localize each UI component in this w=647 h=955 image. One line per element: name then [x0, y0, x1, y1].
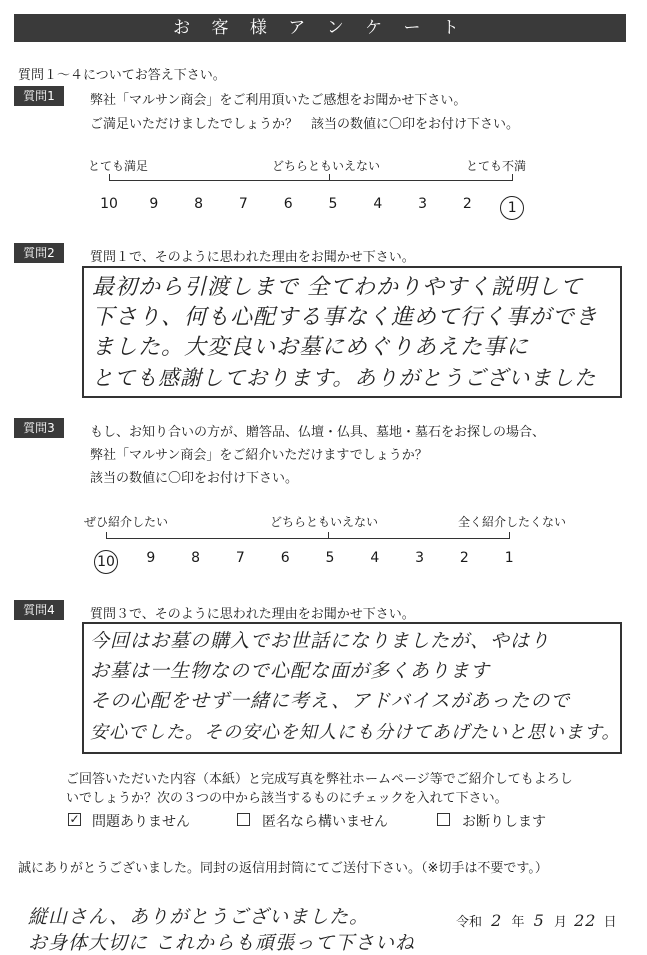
question-1-text-line1: 弊社「マルサン商会」をご利用頂いたご感想をお聞かせ下さい。 [90, 93, 467, 108]
q4-answer-line: その心配をせず一緒に考え、アドバイスがあったので [90, 690, 571, 712]
survey-title: お 客 様 ア ン ケ ー ト [14, 14, 626, 42]
q1-scale-number[interactable]: 10 [100, 196, 118, 212]
consent-checkbox-decline[interactable] [437, 813, 450, 826]
consent-checkbox-anonymous[interactable] [237, 813, 250, 826]
q1-scale-left-label: とても満足 [88, 159, 149, 173]
question-3-label: 質問3 [14, 418, 64, 438]
q2-answer-line: とても感謝しております。ありがとうございました [92, 366, 597, 390]
q3-scale-number[interactable]: 5 [325, 550, 335, 566]
q3-scale-left-label: ぜひ紹介したい [84, 515, 169, 529]
question-4-label: 質問4 [14, 600, 64, 620]
consent-option-label: 匿名なら構いません [262, 814, 388, 830]
date-day-unit: 日 [603, 915, 617, 930]
question-1-text-line2: ご満足いただけましたでしょうか？ 該当の数値に〇印をお付け下さい。 [90, 117, 520, 132]
date-day: 22 [574, 911, 597, 930]
q3-scale-number[interactable]: 6 [280, 550, 290, 566]
q1-scale-right-label: とても不満 [466, 159, 527, 173]
q1-scale-number[interactable]: 7 [238, 196, 248, 212]
q1-scale-number[interactable]: 2 [462, 196, 472, 212]
q3-scale-tick-mid [328, 532, 329, 539]
q3-scale-number[interactable]: 4 [370, 550, 380, 566]
question-3-text-line3: 該当の数値に〇印をお付け下さい。 [90, 471, 299, 486]
date-month: 5 [533, 911, 545, 930]
q1-scale-number[interactable]: 1 [500, 196, 524, 220]
date-field [456, 911, 617, 930]
question-2-label: 質問2 [14, 243, 64, 263]
q1-scale-line [109, 180, 513, 181]
date-era: 令和 [456, 915, 483, 930]
check-icon: ✓ [69, 812, 80, 826]
question-3-text-line1: もし、お知り合いの方が、贈答品、仏壇・仏具、墓地・墓石をお探しの場合、 [90, 425, 546, 440]
q3-scale-tick-left [106, 532, 107, 539]
question-1-label: 質問1 [14, 86, 64, 106]
q1-scale-number[interactable]: 6 [283, 196, 293, 212]
handwritten-note-line1: 縦山さん、ありがとうございました。 [28, 906, 370, 928]
q4-answer-line: お墓は一生物なので心配な面が多くあります [90, 660, 491, 682]
question-2-text: 質問１で、そのように思われた理由をお聞かせ下さい。 [90, 250, 415, 265]
question-4-text: 質問３で、そのように思われた理由をお聞かせ下さい。 [90, 607, 415, 622]
consent-option-label: お断りします [462, 814, 546, 830]
q3-scale-mid-label: どちらともいえない [270, 515, 379, 529]
consent-text-line2: いでしょうか？次の３つの中から該当するものにチェックを入れて下さい。 [66, 791, 508, 806]
q1-scale-number[interactable]: 4 [373, 196, 383, 212]
date-year-unit: 年 [511, 915, 525, 930]
q1-scale-number[interactable]: 9 [149, 196, 159, 212]
q2-answer-line: 下さり、何も心配する事なく進めて行く事ができ [92, 305, 599, 330]
q1-scale-tick-left [109, 174, 110, 181]
q3-scale-tick-right [509, 532, 510, 539]
q3-scale-number[interactable]: 10 [94, 550, 118, 574]
date-month-unit: 月 [553, 915, 567, 930]
q2-answer-line: 最初から引渡しまで 全てわかりやすく説明して [92, 275, 583, 300]
consent-checkbox-no-problem[interactable] [68, 813, 81, 826]
date-year: 2 [491, 911, 503, 930]
q3-scale-number[interactable]: 7 [235, 550, 245, 566]
q3-scale-number[interactable]: 1 [504, 550, 514, 566]
q4-answer-line: 安心でした。その安心を知人にも分けてあげたいと思います。 [90, 722, 621, 743]
q1-scale-tick-right [512, 174, 513, 181]
q1-scale-mid-label: どちらともいえない [272, 159, 381, 173]
q3-scale-number[interactable]: 8 [191, 550, 201, 566]
q3-scale-number[interactable]: 2 [459, 550, 469, 566]
consent-option-label: 問題ありません [92, 814, 190, 830]
thanks-text: 誠にありがとうございました。同封の返信用封筒にてご送付下さい。（※切手は不要です。） [18, 861, 548, 876]
q1-scale-number[interactable]: 3 [418, 196, 428, 212]
q1-scale-tick-mid [329, 174, 330, 181]
q3-scale-right-label: 全く紹介したくない [458, 515, 567, 529]
q3-scale-number[interactable]: 3 [415, 550, 425, 566]
q4-answer-line: 今回はお墓の購入でお世話になりましたが、やはり [90, 630, 551, 652]
handwritten-note-line2: お身体大切に これからも頑張って下さいね [28, 932, 416, 954]
q3-scale-number[interactable]: 9 [146, 550, 156, 566]
q2-answer-line: ました。大変良いお墓にめぐりあえた事に [92, 335, 530, 360]
consent-text-line1: ご回答いただいた内容（本紙）と完成写真を弊社ホームページ等でご紹介してもよろし [66, 772, 573, 787]
question-3-text-line2: 弊社「マルサン商会」をご紹介いただけますでしょうか？ [90, 448, 428, 463]
intro-text: 質問１～４についてお答え下さい。 [18, 68, 226, 83]
q1-scale-number[interactable]: 8 [194, 196, 204, 212]
q3-scale-line [106, 538, 510, 539]
q1-scale-number[interactable]: 5 [328, 196, 338, 212]
